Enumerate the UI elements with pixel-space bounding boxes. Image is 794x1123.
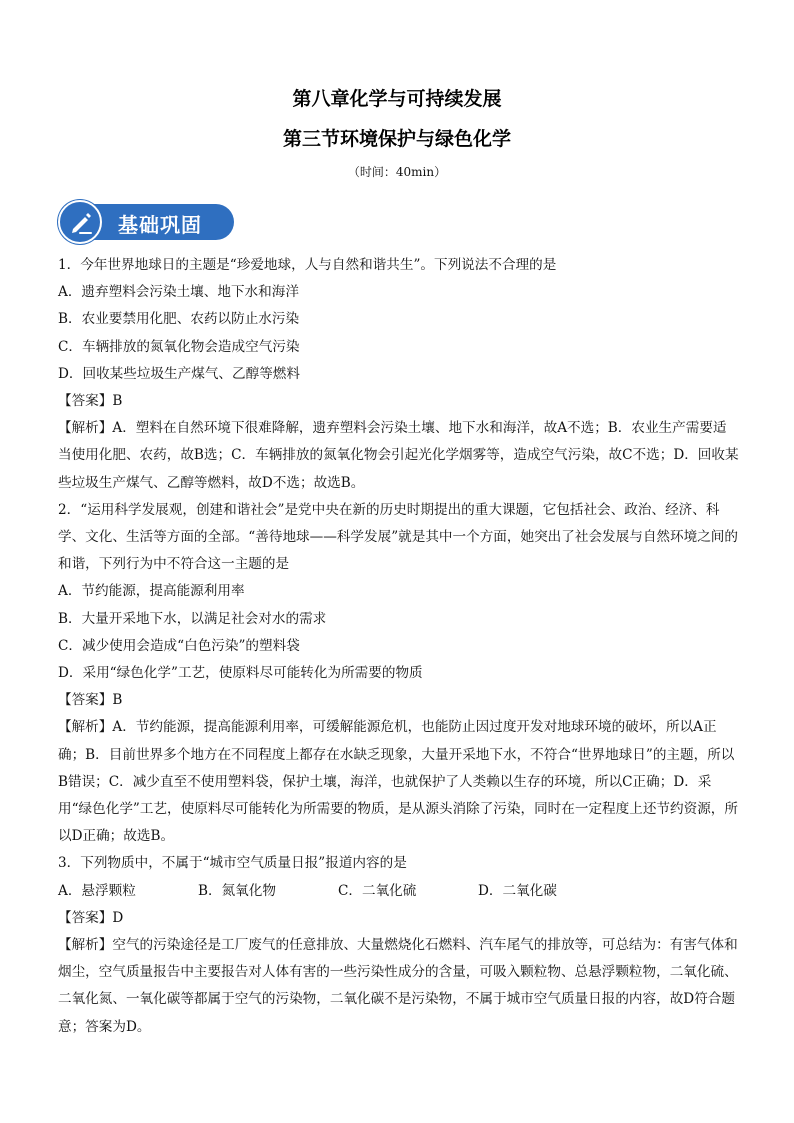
section-title: 第三节环境保护与绿色化学 xyxy=(282,128,511,150)
chapter-title: 第八章化学与可持续发展 xyxy=(292,88,502,110)
answer-line xyxy=(58,687,740,714)
answer-value: D xyxy=(112,909,124,926)
option: A．悬浮颗粒 xyxy=(58,882,136,899)
analysis-text: A．塑料在自然环境下很难降解，遗弃塑料会污染土壤、地下水和海洋，故A不选；B．农业生产需要适当使用化肥、农药，故B选；C．车辆排放的氮氧化物会引起光化学烟雾等，造成空气污染，故C不选；D．回收某些垃圾生产煤气、乙醇等燃料，故D不选；故选B。 xyxy=(58,420,739,491)
question-list xyxy=(58,252,740,1041)
badge-label: 基础巩固 xyxy=(118,213,202,237)
option: D．回收某些垃圾生产煤气、乙醇等燃料 xyxy=(58,365,300,382)
analysis-text: 空气的污染途径是工厂废气的任意排放、大量燃烧化石燃料、汽车尾气的排放等，可总结为：有害气体和烟尘，空气质量报告中主要报告对人体有害的一些污染性成分的含量，可吸入颗粒物、总悬浮颗粒物，二氧化硫、二氧化氮、一氧化碳等都属于空气的污染物，二氧化碳不是污染物，不属于城市空气质量日报的内容，故D符合题意；答案为D。 xyxy=(58,937,738,1035)
option: C．减少使用会造成“白色污染”的塑料袋 xyxy=(58,637,300,654)
option: B．农业要禁用化肥、农药以防止水污染 xyxy=(58,311,300,328)
badge-circle xyxy=(58,200,102,244)
answer-tag: 【答案】 xyxy=(58,393,113,410)
analysis-line xyxy=(58,932,740,1041)
option: A．节约能源，提高能源利用率 xyxy=(58,583,245,600)
option: B．氮氧化物 xyxy=(198,882,276,899)
analysis-tag: 【解析】 xyxy=(58,937,113,954)
section-badge xyxy=(58,200,236,244)
option: D．采用“绿色化学”工艺，使原料尽可能转化为所需要的物质 xyxy=(58,665,423,682)
answer-line xyxy=(58,388,740,415)
time-limit: （时间：40min） xyxy=(347,165,447,179)
option: D．二氧化碳 xyxy=(478,882,557,899)
answer-tag: 【答案】 xyxy=(58,909,113,926)
options-row xyxy=(58,878,740,905)
analysis-text: A．节约能源，提高能源利用率，可缓解能源危机，也能防止因过度开发对地球环境的破坏，所以A正确；B．目前世界多个地方在不同程度上都存在水缺乏现象，大量开采地下水，不符合“世界地球日”的主题，所以B错误；C．减少直至不使用塑料袋，保护土壤，海洋，也就保护了人类赖以生存的环境，所以C正确；D．采用“绿色化学”工艺，使原料尽可能转化为所需要的物质，是从源头消除了污染，同时在一定程度上还节约资源，所以D正确；故选B。 xyxy=(58,719,738,845)
option: C．车辆排放的氮氧化物会造成空气污染 xyxy=(58,338,300,355)
option: B．大量开采地下水，以满足社会对水的需求 xyxy=(58,610,327,627)
pencil-icon xyxy=(67,209,95,237)
answer-line xyxy=(58,905,740,932)
analysis-tag: 【解析】 xyxy=(58,719,113,736)
option: C．二氧化硫 xyxy=(338,882,417,899)
question-stem: 3．下列物质中，不属于“城市空气质量日报”报道内容的是 xyxy=(58,855,407,872)
question-stem: 2．“运用科学发展观，创建和谐社会”是党中央在新的历史时期提出的重大课题，它包括社会、政治、经济、科学、文化、生活等方面的全部。“善待地球——科学发展”就是其中一个方面，她突出了社会发展与自然环境之间的和谐，下列行为中不符合这一主题的是 xyxy=(58,501,738,573)
analysis-line xyxy=(58,714,740,850)
analysis-tag: 【解析】 xyxy=(58,420,113,437)
analysis-line xyxy=(58,415,740,497)
answer-value: B xyxy=(112,393,123,410)
answer-value: B xyxy=(112,692,123,709)
answer-tag: 【答案】 xyxy=(58,692,113,709)
question-stem: 1．今年世界地球日的主题是“珍爱地球，人与自然和谐共生”。下列说法不合理的是 xyxy=(58,257,557,273)
option: A．遗弃塑料会污染土壤、地下水和海洋 xyxy=(58,284,299,301)
